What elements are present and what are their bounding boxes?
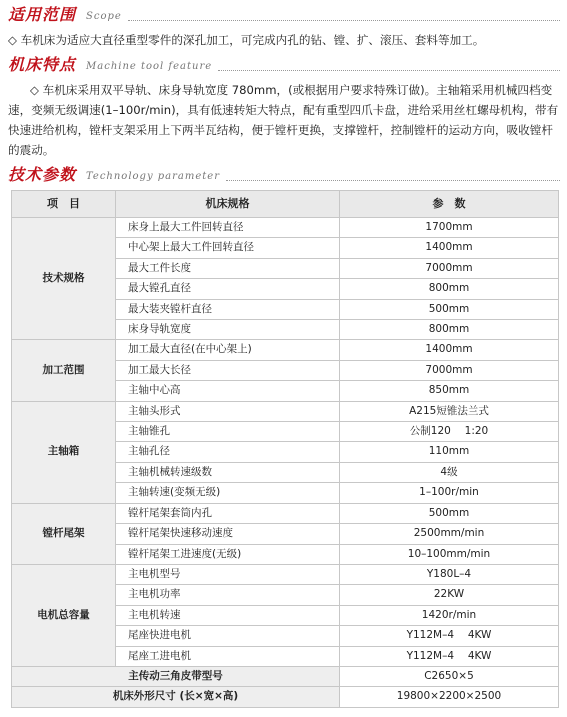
features-heading xyxy=(8,56,560,74)
spec-value-cell: 1420r/min xyxy=(340,605,559,625)
spec-value-cell: 22KW xyxy=(340,585,559,605)
spec-value-cell: 10–100mm/min xyxy=(340,544,559,564)
category-cell: 技术规格 xyxy=(12,218,116,340)
spec-table xyxy=(11,190,559,708)
footer-label-cell: 机床外形尺寸 (长×宽×高) xyxy=(12,687,340,707)
spec-item-cell: 主轴锥孔 xyxy=(116,422,340,442)
spec-item-cell: 尾座工进电机 xyxy=(116,646,340,666)
spec-item-cell: 镗杆尾架工进速度(无级) xyxy=(116,544,340,564)
spec-item-cell: 主电机型号 xyxy=(116,564,340,584)
table-row xyxy=(12,687,559,707)
header-spec: 机床规格 xyxy=(116,191,340,218)
features-title-en: Machine tool feature xyxy=(86,61,213,72)
table-row xyxy=(12,564,559,584)
spec-value-cell: 7000mm xyxy=(340,360,559,380)
spec-item-cell: 最大工件长度 xyxy=(116,258,340,278)
spec-item-cell: 主轴孔径 xyxy=(116,442,340,462)
features-divider xyxy=(218,70,560,71)
tech-title-en: Technology parameter xyxy=(86,171,220,182)
footer-value-cell: 19800×2200×2500 xyxy=(340,687,559,707)
spec-value-cell: 850mm xyxy=(340,381,559,401)
spec-item-cell: 主电机功率 xyxy=(116,585,340,605)
spec-value-cell: Y180L–4 xyxy=(340,564,559,584)
spec-table-body xyxy=(12,191,559,708)
footer-label-cell: 主传动三角皮带型号 xyxy=(12,666,340,686)
spec-item-cell: 床身上最大工件回转直径 xyxy=(116,218,340,238)
table-row xyxy=(12,340,559,360)
spec-value-cell: 1400mm xyxy=(340,238,559,258)
spec-item-cell: 最大镗孔直径 xyxy=(116,279,340,299)
footer-value-cell: C2650×5 xyxy=(340,666,559,686)
spec-value-cell: 1–100r/min xyxy=(340,483,559,503)
spec-value-cell: Y112M–4 4KW xyxy=(340,646,559,666)
spec-value-cell: 500mm xyxy=(340,503,559,523)
spec-value-cell: 公制120 1:20 xyxy=(340,422,559,442)
scope-text: ◇ 车机床为适应大直径重型零件的深孔加工，可完成内孔的钻、镗、扩、滚压、套料等加工。 xyxy=(8,33,485,47)
spec-item-cell: 尾座快进电机 xyxy=(116,626,340,646)
spec-item-cell: 镗杆尾架套筒内孔 xyxy=(116,503,340,523)
spec-value-cell: 800mm xyxy=(340,279,559,299)
spec-item-cell: 主轴头形式 xyxy=(116,401,340,421)
spec-value-cell: 4级 xyxy=(340,462,559,482)
scope-title: 适用范围 xyxy=(8,5,77,24)
spec-value-cell: 110mm xyxy=(340,442,559,462)
spec-value-cell: 800mm xyxy=(340,320,559,340)
spec-item-cell: 中心架上最大工件回转直径 xyxy=(116,238,340,258)
spec-item-cell: 主轴机械转速级数 xyxy=(116,462,340,482)
spec-value-cell: 1400mm xyxy=(340,340,559,360)
spec-item-cell: 主轴转速(变频无级) xyxy=(116,483,340,503)
table-header-row xyxy=(12,191,559,218)
scope-divider xyxy=(128,20,560,21)
table-row xyxy=(12,218,559,238)
spec-item-cell: 主电机转速 xyxy=(116,605,340,625)
features-text: ◇ 车机床采用双平导轨、床身导轨宽度 780mm，(或根据用户要求特殊订做)。主轴箱采用机械四档变速，变频无级调速(1–100r/min)，具有低速转矩大特点，配有重型四爪卡盘，进给采用丝杠螺母机构，带有快速进给机构，镗杆支架采用上下两半瓦结构，便于镗杆更换，支撑镗杆，控制镗杆的运动方向，吸收镗杆的震动。 xyxy=(8,83,559,157)
tech-heading xyxy=(8,166,560,184)
spec-item-cell: 主轴中心高 xyxy=(116,381,340,401)
scope-heading xyxy=(8,6,560,24)
tech-title: 技术参数 xyxy=(8,165,77,184)
category-cell: 电机总容量 xyxy=(12,564,116,666)
spec-value-cell: 500mm xyxy=(340,299,559,319)
spec-value-cell: 1700mm xyxy=(340,218,559,238)
category-cell: 主轴箱 xyxy=(12,401,116,503)
scope-title-en: Scope xyxy=(86,11,122,22)
category-cell: 镗杆尾架 xyxy=(12,503,116,564)
spec-item-cell: 最大装夹镗杆直径 xyxy=(116,299,340,319)
header-item: 项 目 xyxy=(12,191,116,218)
category-cell: 加工范围 xyxy=(12,340,116,401)
table-row xyxy=(12,666,559,686)
spec-item-cell: 加工最大直径(在中心架上) xyxy=(116,340,340,360)
spec-value-cell: Y112M–4 4KW xyxy=(340,626,559,646)
spec-value-cell: 7000mm xyxy=(340,258,559,278)
table-row xyxy=(12,503,559,523)
features-title: 机床特点 xyxy=(8,55,77,74)
spec-value-cell: A215短锥法兰式 xyxy=(340,401,559,421)
header-value: 参 数 xyxy=(340,191,559,218)
spec-item-cell: 加工最大长径 xyxy=(116,360,340,380)
spec-item-cell: 镗杆尾架快速移动速度 xyxy=(116,524,340,544)
table-row xyxy=(12,401,559,421)
spec-value-cell: 2500mm/min xyxy=(340,524,559,544)
spec-item-cell: 床身导轨宽度 xyxy=(116,320,340,340)
tech-divider xyxy=(226,180,560,181)
